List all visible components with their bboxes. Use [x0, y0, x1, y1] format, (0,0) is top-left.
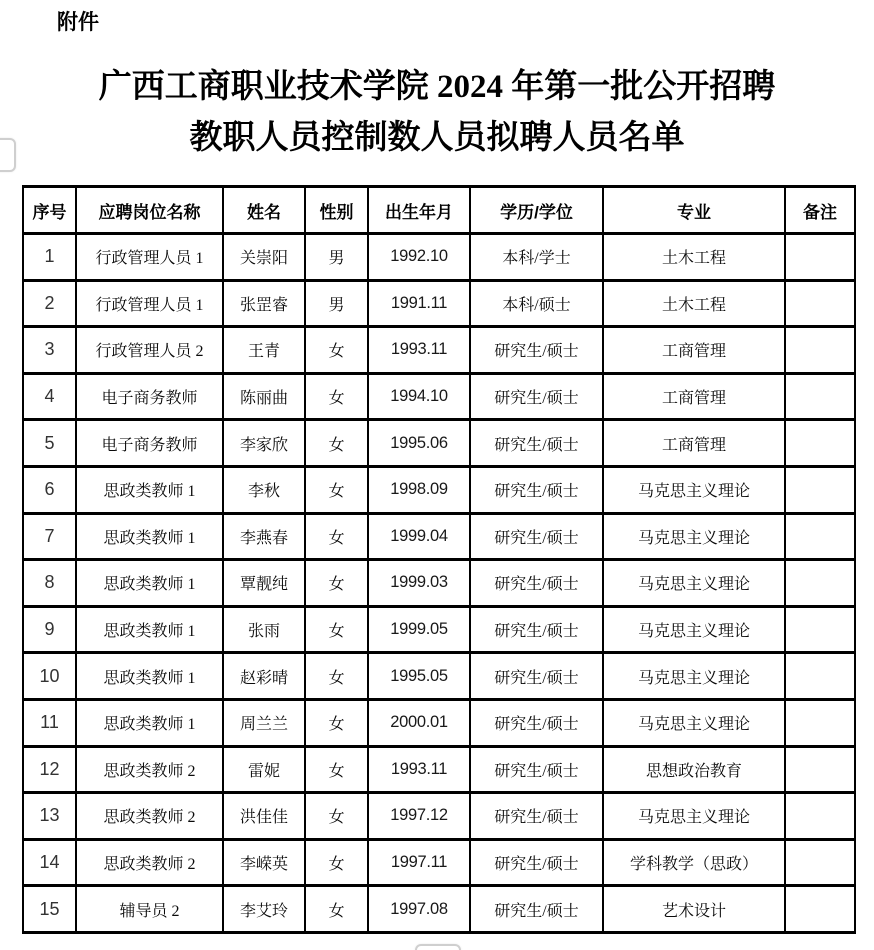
cell-remark	[785, 420, 855, 467]
cell-birth: 2000.01	[368, 699, 470, 746]
cell-major: 马克思主义理论	[603, 560, 785, 607]
candidate-table	[22, 185, 856, 934]
table-header	[23, 187, 855, 234]
cell-index: 9	[23, 606, 76, 653]
cell-major: 工商管理	[603, 373, 785, 420]
header-birth: 出生年月	[368, 187, 470, 234]
cell-position: 思政类教师 1	[76, 699, 223, 746]
cell-gender: 女	[305, 513, 368, 560]
cell-index: 13	[23, 793, 76, 840]
cell-name: 周兰兰	[223, 699, 305, 746]
cell-education: 研究生/硕士	[470, 793, 603, 840]
cell-gender: 女	[305, 373, 368, 420]
cell-major: 马克思主义理论	[603, 513, 785, 560]
cell-name: 李燕春	[223, 513, 305, 560]
cell-major: 马克思主义理论	[603, 793, 785, 840]
cell-education: 研究生/硕士	[470, 653, 603, 700]
cell-education: 研究生/硕士	[470, 513, 603, 560]
cell-gender: 男	[305, 234, 368, 281]
cell-major: 马克思主义理论	[603, 606, 785, 653]
cell-education: 研究生/硕士	[470, 420, 603, 467]
cell-gender: 女	[305, 886, 368, 933]
cell-index: 4	[23, 373, 76, 420]
cell-birth: 1999.03	[368, 560, 470, 607]
cell-gender: 女	[305, 699, 368, 746]
cell-position: 思政类教师 1	[76, 653, 223, 700]
cell-birth: 1994.10	[368, 373, 470, 420]
cell-index: 5	[23, 420, 76, 467]
cell-birth: 1993.11	[368, 327, 470, 374]
cell-major: 工商管理	[603, 327, 785, 374]
cell-birth: 1995.06	[368, 420, 470, 467]
cell-position: 思政类教师 2	[76, 793, 223, 840]
cell-major: 马克思主义理论	[603, 699, 785, 746]
cell-birth: 1999.05	[368, 606, 470, 653]
cell-name: 李秋	[223, 466, 305, 513]
table-body	[23, 234, 855, 933]
table-row	[23, 373, 855, 420]
cell-index: 7	[23, 513, 76, 560]
cell-index: 15	[23, 886, 76, 933]
cell-birth: 1998.09	[368, 466, 470, 513]
cell-index: 10	[23, 653, 76, 700]
cell-index: 3	[23, 327, 76, 374]
header-row	[23, 187, 855, 234]
cell-position: 思政类教师 2	[76, 746, 223, 793]
cell-remark	[785, 280, 855, 327]
table-row	[23, 466, 855, 513]
cell-name: 覃靓纯	[223, 560, 305, 607]
cell-education: 研究生/硕士	[470, 746, 603, 793]
cell-birth: 1992.10	[368, 234, 470, 281]
cell-birth: 1995.05	[368, 653, 470, 700]
cell-gender: 女	[305, 466, 368, 513]
header-position: 应聘岗位名称	[76, 187, 223, 234]
cell-remark	[785, 653, 855, 700]
cell-remark	[785, 699, 855, 746]
cell-remark	[785, 466, 855, 513]
cell-position: 行政管理人员 1	[76, 234, 223, 281]
cell-position: 思政类教师 1	[76, 513, 223, 560]
cell-name: 雷妮	[223, 746, 305, 793]
cell-position: 思政类教师 2	[76, 839, 223, 886]
table-row	[23, 606, 855, 653]
cell-gender: 女	[305, 793, 368, 840]
cell-birth: 1997.11	[368, 839, 470, 886]
header-name: 姓名	[223, 187, 305, 234]
document-title-line1: 广西工商职业技术学院 2024 年第一批公开招聘	[98, 69, 776, 105]
cell-major: 工商管理	[603, 420, 785, 467]
cell-gender: 女	[305, 653, 368, 700]
left-edge-ui-fragment[interactable]	[0, 138, 16, 172]
cell-education: 研究生/硕士	[470, 560, 603, 607]
cell-position: 行政管理人员 1	[76, 280, 223, 327]
cell-major: 思想政治教育	[603, 746, 785, 793]
cell-name: 陈丽曲	[223, 373, 305, 420]
cell-major: 土木工程	[603, 280, 785, 327]
cell-remark	[785, 373, 855, 420]
cell-position: 辅导员 2	[76, 886, 223, 933]
cell-remark	[785, 886, 855, 933]
cell-education: 研究生/硕士	[470, 327, 603, 374]
table-row	[23, 280, 855, 327]
cell-position: 思政类教师 1	[76, 560, 223, 607]
table-row	[23, 327, 855, 374]
cell-education: 本科/硕士	[470, 280, 603, 327]
cell-education: 研究生/硕士	[470, 373, 603, 420]
cell-major: 马克思主义理论	[603, 653, 785, 700]
cell-birth: 1993.11	[368, 746, 470, 793]
cell-position: 行政管理人员 2	[76, 327, 223, 374]
table-row	[23, 746, 855, 793]
cell-birth: 1997.08	[368, 886, 470, 933]
cell-name: 李艾玲	[223, 886, 305, 933]
cell-education: 研究生/硕士	[470, 466, 603, 513]
cell-education: 研究生/硕士	[470, 606, 603, 653]
cell-remark	[785, 327, 855, 374]
cell-index: 1	[23, 234, 76, 281]
cell-gender: 女	[305, 327, 368, 374]
cell-index: 6	[23, 466, 76, 513]
table-row	[23, 839, 855, 886]
cell-education: 研究生/硕士	[470, 839, 603, 886]
cell-position: 思政类教师 1	[76, 606, 223, 653]
header-gender: 性别	[305, 187, 368, 234]
cell-position: 电子商务教师	[76, 373, 223, 420]
cell-name: 洪佳佳	[223, 793, 305, 840]
header-index: 序号	[23, 187, 76, 234]
cell-index: 2	[23, 280, 76, 327]
cell-major: 学科教学（思政）	[603, 839, 785, 886]
cell-name: 李嵘英	[223, 839, 305, 886]
document-title-line2: 教职人员控制数人员拟聘人员名单	[189, 120, 685, 156]
cell-birth: 1991.11	[368, 280, 470, 327]
table-row	[23, 886, 855, 933]
cell-remark	[785, 839, 855, 886]
cell-name: 张罡睿	[223, 280, 305, 327]
cell-remark	[785, 560, 855, 607]
cell-remark	[785, 606, 855, 653]
cell-gender: 女	[305, 606, 368, 653]
cell-name: 关崇阳	[223, 234, 305, 281]
cell-birth: 1999.04	[368, 513, 470, 560]
bottom-center-ui-fragment[interactable]	[415, 944, 461, 950]
table-row	[23, 560, 855, 607]
cell-major: 土木工程	[603, 234, 785, 281]
cell-gender: 女	[305, 420, 368, 467]
cell-index: 8	[23, 560, 76, 607]
table-row	[23, 420, 855, 467]
cell-gender: 女	[305, 560, 368, 607]
cell-gender: 女	[305, 839, 368, 886]
cell-position: 电子商务教师	[76, 420, 223, 467]
header-education: 学历/学位	[470, 187, 603, 234]
cell-index: 14	[23, 839, 76, 886]
cell-index: 11	[23, 699, 76, 746]
cell-position: 思政类教师 1	[76, 466, 223, 513]
cell-name: 王青	[223, 327, 305, 374]
table-row	[23, 234, 855, 281]
header-remark: 备注	[785, 187, 855, 234]
table-row	[23, 653, 855, 700]
cell-remark	[785, 793, 855, 840]
cell-gender: 男	[305, 280, 368, 327]
cell-name: 赵彩晴	[223, 653, 305, 700]
table-row	[23, 513, 855, 560]
table-row	[23, 793, 855, 840]
cell-remark	[785, 234, 855, 281]
cell-remark	[785, 746, 855, 793]
document-title	[0, 62, 874, 164]
attachment-label: 附件	[57, 11, 99, 34]
cell-education: 研究生/硕士	[470, 699, 603, 746]
cell-birth: 1997.12	[368, 793, 470, 840]
cell-major: 艺术设计	[603, 886, 785, 933]
cell-education: 本科/学士	[470, 234, 603, 281]
cell-name: 李家欣	[223, 420, 305, 467]
cell-name: 张雨	[223, 606, 305, 653]
header-major: 专业	[603, 187, 785, 234]
cell-major: 马克思主义理论	[603, 466, 785, 513]
cell-index: 12	[23, 746, 76, 793]
cell-remark	[785, 513, 855, 560]
cell-gender: 女	[305, 746, 368, 793]
table-row	[23, 699, 855, 746]
cell-education: 研究生/硕士	[470, 886, 603, 933]
